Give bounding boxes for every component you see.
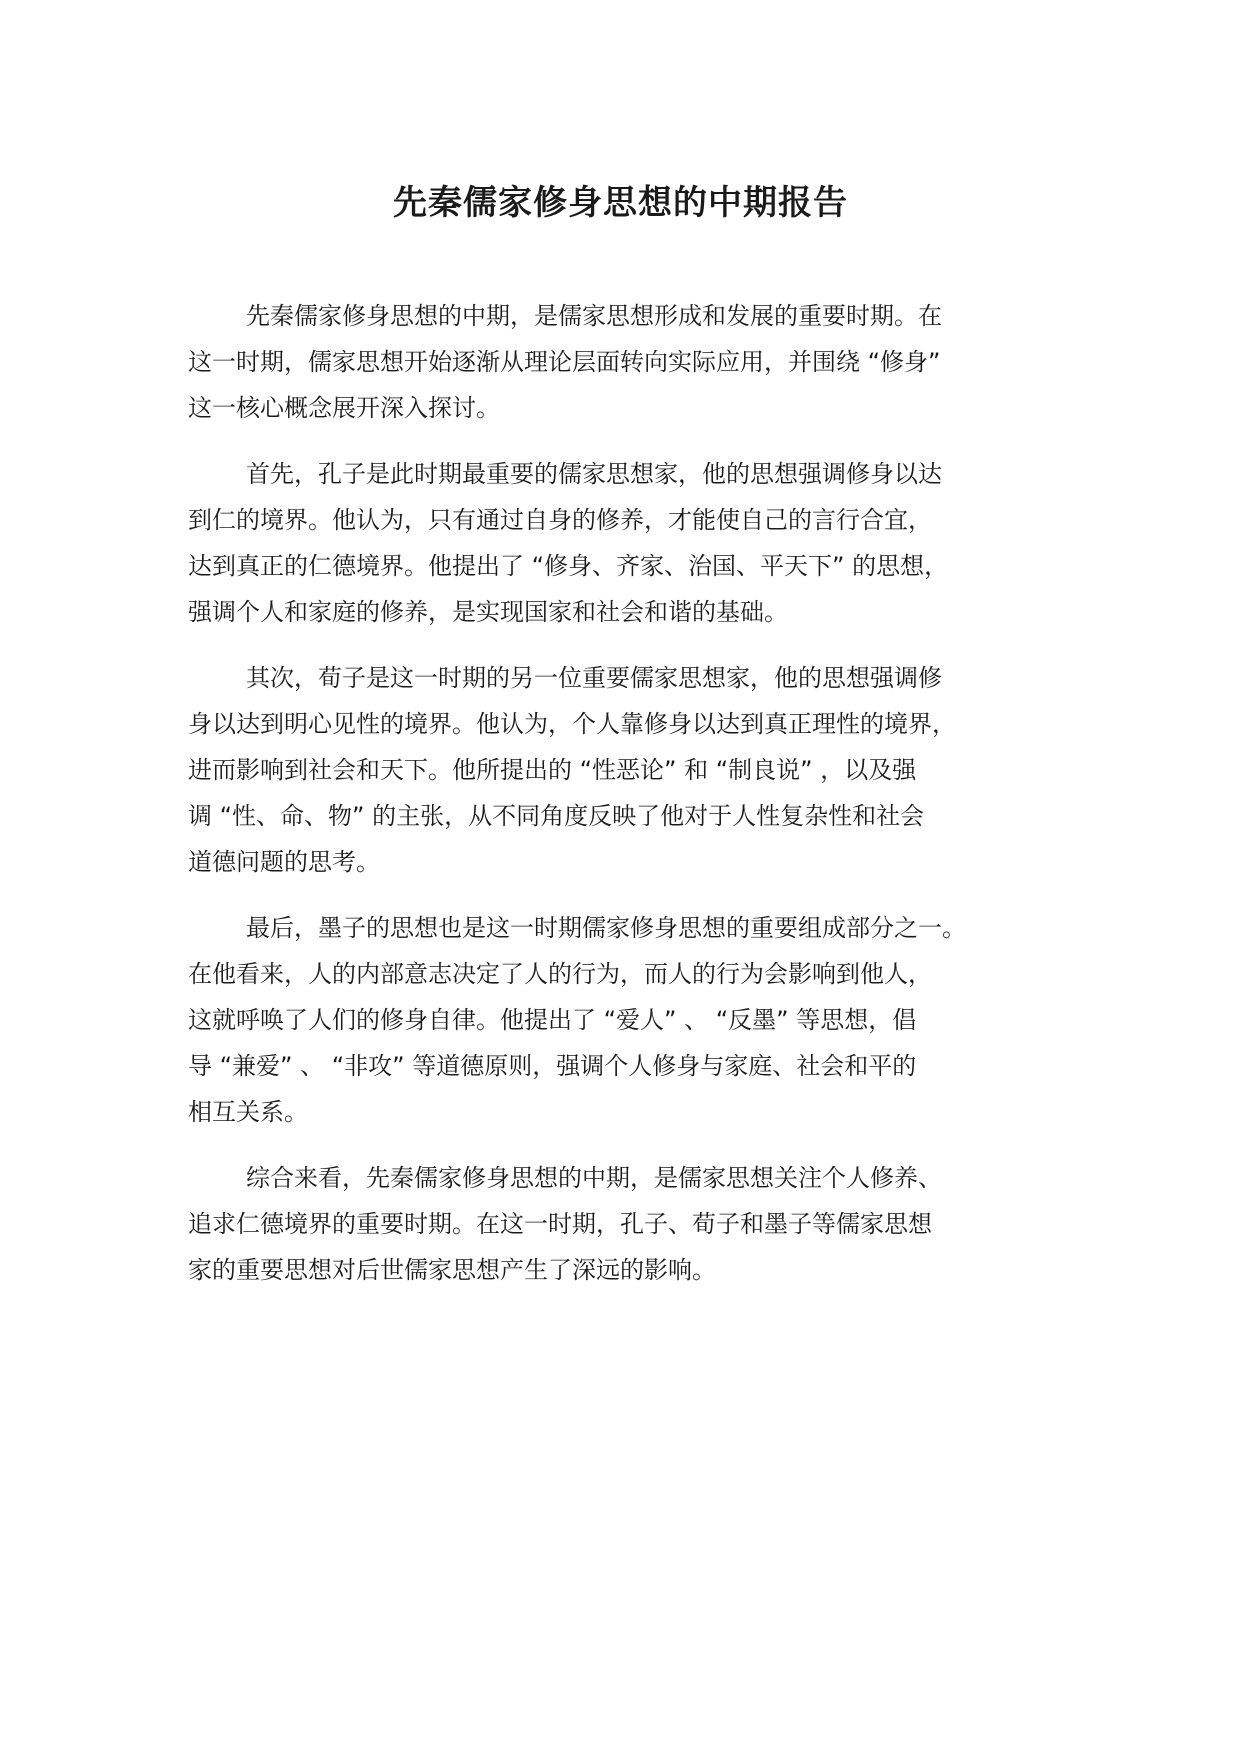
paragraph-line: 强调个人和家庭的修养，是实现国家和社会和谐的基础。 — [188, 598, 788, 626]
paragraph-conclusion — [188, 1155, 1088, 1293]
paragraph-mozi — [188, 905, 1088, 1135]
paragraph-confucius — [188, 451, 1088, 635]
paragraph-line: 导 “兼爱” 、 “非攻” 等道德原则，强调个人修身与家庭、社会和平的 — [188, 1052, 917, 1080]
paragraph-line: 在他看来，人的内部意志决定了人的行为，而人的行为会影响到他人， — [188, 960, 932, 988]
paragraph-line: 家的重要思想对后世儒家思想产生了深远的影响。 — [188, 1256, 716, 1284]
paragraph-line: 这就呼唤了人们的修身自律。他提出了 “爱人” 、 “反墨” 等思想，倡 — [188, 1006, 917, 1034]
paragraph-line: 综合来看，先秦儒家修身思想的中期，是儒家思想关注个人修养、 — [246, 1164, 942, 1192]
paragraph-xunzi — [188, 655, 1088, 885]
paragraph-line: 达到真正的仁德境界。他提出了 “修身、齐家、治国、平天下” 的思想， — [188, 552, 949, 580]
paragraph-line: 进而影响到社会和天下。他所提出的 “性恶论” 和 “制良说” ，以及强 — [188, 756, 917, 784]
document-body — [188, 293, 1088, 1313]
paragraph-intro — [188, 293, 1088, 431]
paragraph-line: 道德问题的思考。 — [188, 848, 380, 876]
paragraph-line: 先秦儒家修身思想的中期，是儒家思想形成和发展的重要时期。在 — [246, 302, 942, 330]
paragraph-line: 相互关系。 — [188, 1098, 308, 1126]
paragraph-line: 最后，墨子的思想也是这一时期儒家修身思想的重要组成部分之一。 — [246, 914, 966, 942]
paragraph-line: 身以达到明心见性的境界。他认为，个人靠修身以达到真正理性的境界， — [188, 710, 956, 738]
paragraph-line: 追求仁德境界的重要时期。在这一时期，孔子、荀子和墨子等儒家思想 — [188, 1210, 932, 1238]
paragraph-line: 到仁的境界。他认为，只有通过自身的修养，才能使自己的言行合宜， — [188, 506, 932, 534]
paragraph-line: 这一时期，儒家思想开始逐渐从理论层面转向实际应用，并围绕 “修身” — [188, 348, 941, 376]
document-title: 先秦儒家修身思想的中期报告 — [393, 183, 848, 223]
paragraph-line: 这一核心概念展开深入探讨。 — [188, 394, 500, 422]
paragraph-line: 其次，荀子是这一时期的另一位重要儒家思想家，他的思想强调修 — [246, 664, 942, 692]
paragraph-line: 首先，孔子是此时期最重要的儒家思想家，他的思想强调修身以达 — [246, 460, 942, 488]
paragraph-line: 调 “性、命、物” 的主张，从不同角度反映了他对于人性复杂性和社会 — [188, 802, 925, 830]
